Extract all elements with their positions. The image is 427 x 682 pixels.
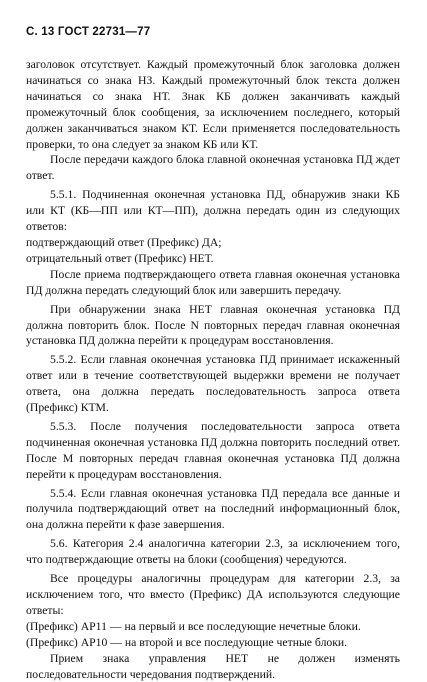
paragraph-nak-reception: Прием знака управления НЕТ не должен изменять последовательности чередования подтверждений. xyxy=(26,651,400,681)
response-item-ack: подтверждающий ответ (Префикс) ДА; xyxy=(26,235,222,249)
document-body xyxy=(26,57,400,682)
paragraph-5-5-1: 5.5.1. Подчиненная оконечная установка ПД, обнаружив знаки КБ или КТ (КБ—ПП или КТ—ПП), должна передать один из следующих ответов: xyxy=(26,188,400,234)
paragraph-on-nak: При обнаружении знака НЕТ главная оконечная установка ПД должна повторить блок. После N повторных передач главная оконечная установка ПД должна перейти к процедурам восстановления. xyxy=(26,302,400,348)
paragraph-wait-response: После передачи каждого блока главной оконечная установка ПД ждет ответ. xyxy=(26,153,400,183)
paragraph-all-procedures: Все процедуры аналогичны процедурам для категории 2.3, за исключением того, что вместо (Префикс) ДА используются следующие ответы: xyxy=(26,572,400,617)
paragraph-continuation: заголовок отсутствует. Каждый промежуточный блок заголовка должен начинаться со знака НЗ. Каждый промежуточный блок текста должен начинаться со знака НТ. Знак КБ должен заканчивать каждый промежуточный блок сообщения, за исключением последнего, который должен заканчиваться знаком КТ. Если применяется последовательность проверки, то она следует за знаком КБ или КТ. xyxy=(26,58,400,151)
page-header: С. 13 ГОСТ 22731—77 xyxy=(26,26,151,38)
paragraph-5-5-4: 5.5.4. Если главная оконечная установка ПД передала все данные и получила подтверждающий ответ на последний информационный блок, она должна перейти к фазе завершения. xyxy=(26,486,400,532)
paragraph-5-5-3: 5.5.3. После получения последовательности запроса ответа подчиненная оконечная установка ПД должна повторить последний ответ. После М повторных передач главная оконечная установка ПД должна перейти к процедурам восстановления. xyxy=(26,419,400,481)
response-item-ar11: (Префикс) АР11 — на первый и все последующие нечетные блоки. xyxy=(26,619,361,633)
paragraph-5-6: 5.6. Категория 2.4 аналогична категории 2.3, за исключением того, что подтверждающие ответы на блоки (сообщения) чередуются. xyxy=(26,537,400,567)
paragraph-after-ack: После приема подтверждающего ответа главная оконечная установка ПД должна передать следующий блок или завершить передачу. xyxy=(26,267,400,297)
response-item-nak: отрицательный ответ (Префикс) НЕТ. xyxy=(26,251,214,265)
response-item-ar10: (Префикс) АР10 — на второй и все последующие четные блоки. xyxy=(26,635,348,649)
paragraph-5-5-2: 5.5.2. Если главная оконечная установка ПД принимает искаженный ответ или в течение соответствующей выдержки времени не получает ответа, она должна передать последовательность запроса ответа (Префикс) КТМ. xyxy=(26,353,400,415)
